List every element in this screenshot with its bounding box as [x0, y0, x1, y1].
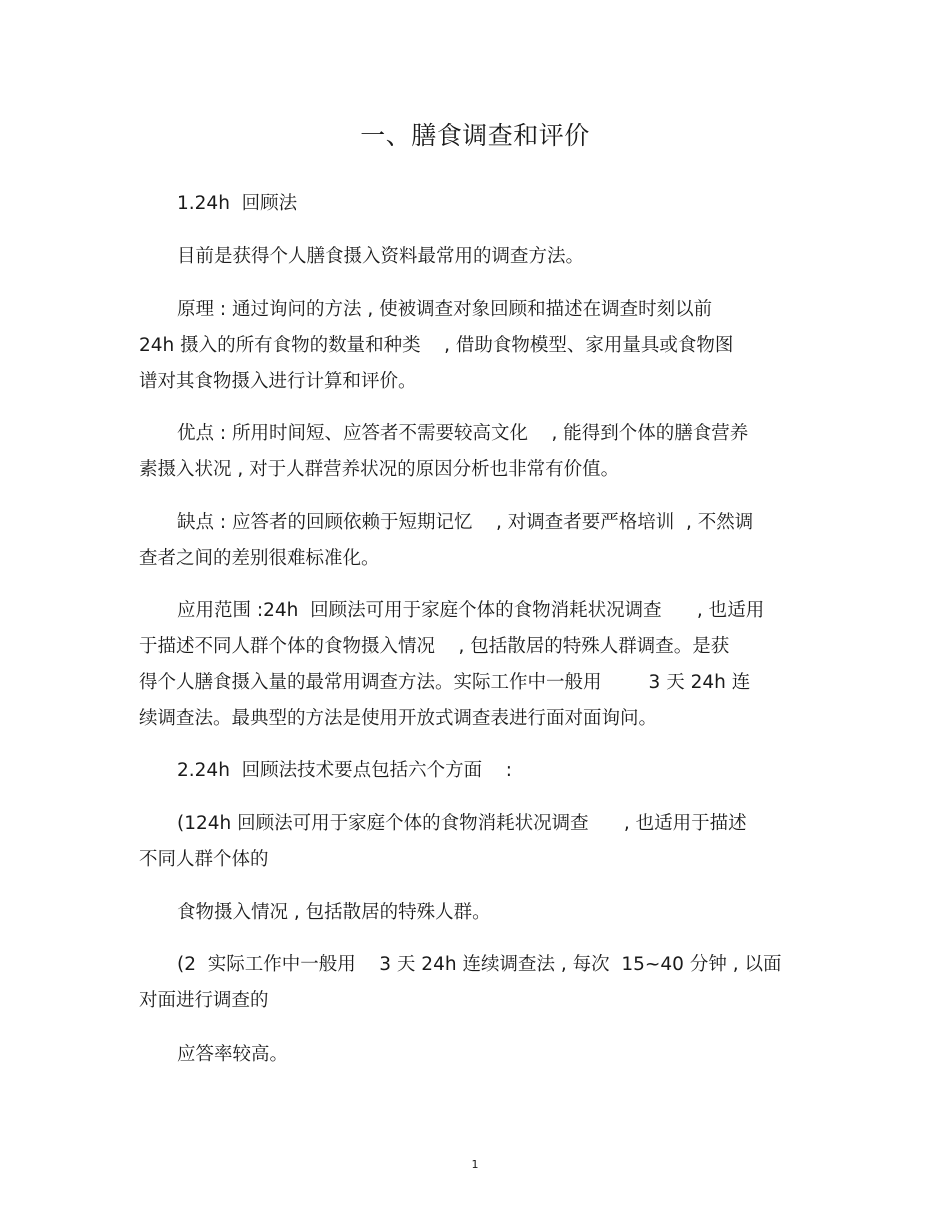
paragraph-line: 对面进行调查的: [139, 990, 269, 1011]
paragraph-line: 不同人群个体的: [139, 849, 269, 870]
section-heading-1: 1.24h 回顾法: [177, 193, 298, 214]
document-title: 一、膳食调查和评价: [360, 121, 590, 150]
page-number: 1: [471, 1158, 479, 1171]
paragraph-line: 素摄入状况 , 对于人群营养状况的原因分析也非常有价值。: [139, 459, 620, 480]
paragraph-line: 原理 : 通过询问的方法 , 使被调查对象回顾和描述在调查时刻以前: [177, 299, 713, 320]
paragraph-line: 续调查法。最典型的方法是使用开放式调查表进行面对面询问。: [139, 708, 658, 729]
paragraph-line: (124h 回顾法可用于家庭个体的食物消耗状况调查 , 也适用于描述: [177, 813, 747, 834]
paragraph-line: (2 实际工作中一般用 3 天 24h 连续调查法 , 每次 15~40 分钟 , 以面: [177, 954, 782, 975]
paragraph-line: 24h 摄入的所有食物的数量和种类 , 借助食物模型、家用量具或食物图: [139, 335, 734, 356]
paragraph-line: 查者之间的差别很难标准化。: [139, 548, 380, 569]
section-heading-2: 2.24h 回顾法技术要点包括六个方面 :: [177, 760, 512, 781]
paragraph-line: 得个人膳食摄入量的最常用调查方法。实际工作中一般用 3 天 24h 连: [139, 672, 751, 693]
paragraph-line: 食物摄入情况 , 包括散居的特殊人群。: [177, 902, 491, 923]
paragraph-line: 于描述不同人群个体的食物摄入情况 , 包括散居的特殊人群调查。是获: [139, 636, 730, 657]
paragraph-line: 目前是获得个人膳食摄入资料最常用的调查方法。: [177, 246, 585, 267]
paragraph-line: 应答率较高。: [177, 1044, 289, 1065]
paragraph-line: 缺点 : 应答者的回顾依赖于短期记忆 , 对调查者要严格培训 , 不然调: [177, 512, 754, 533]
paragraph-line: 应用范围 :24h 回顾法可用于家庭个体的食物消耗状况调查 , 也适用: [177, 600, 765, 621]
paragraph-line: 谱对其食物摄入进行计算和评价。: [139, 371, 417, 392]
paragraph-line: 优点 : 所用时间短、应答者不需要较高文化 , 能得到个体的膳食营养: [177, 423, 749, 444]
